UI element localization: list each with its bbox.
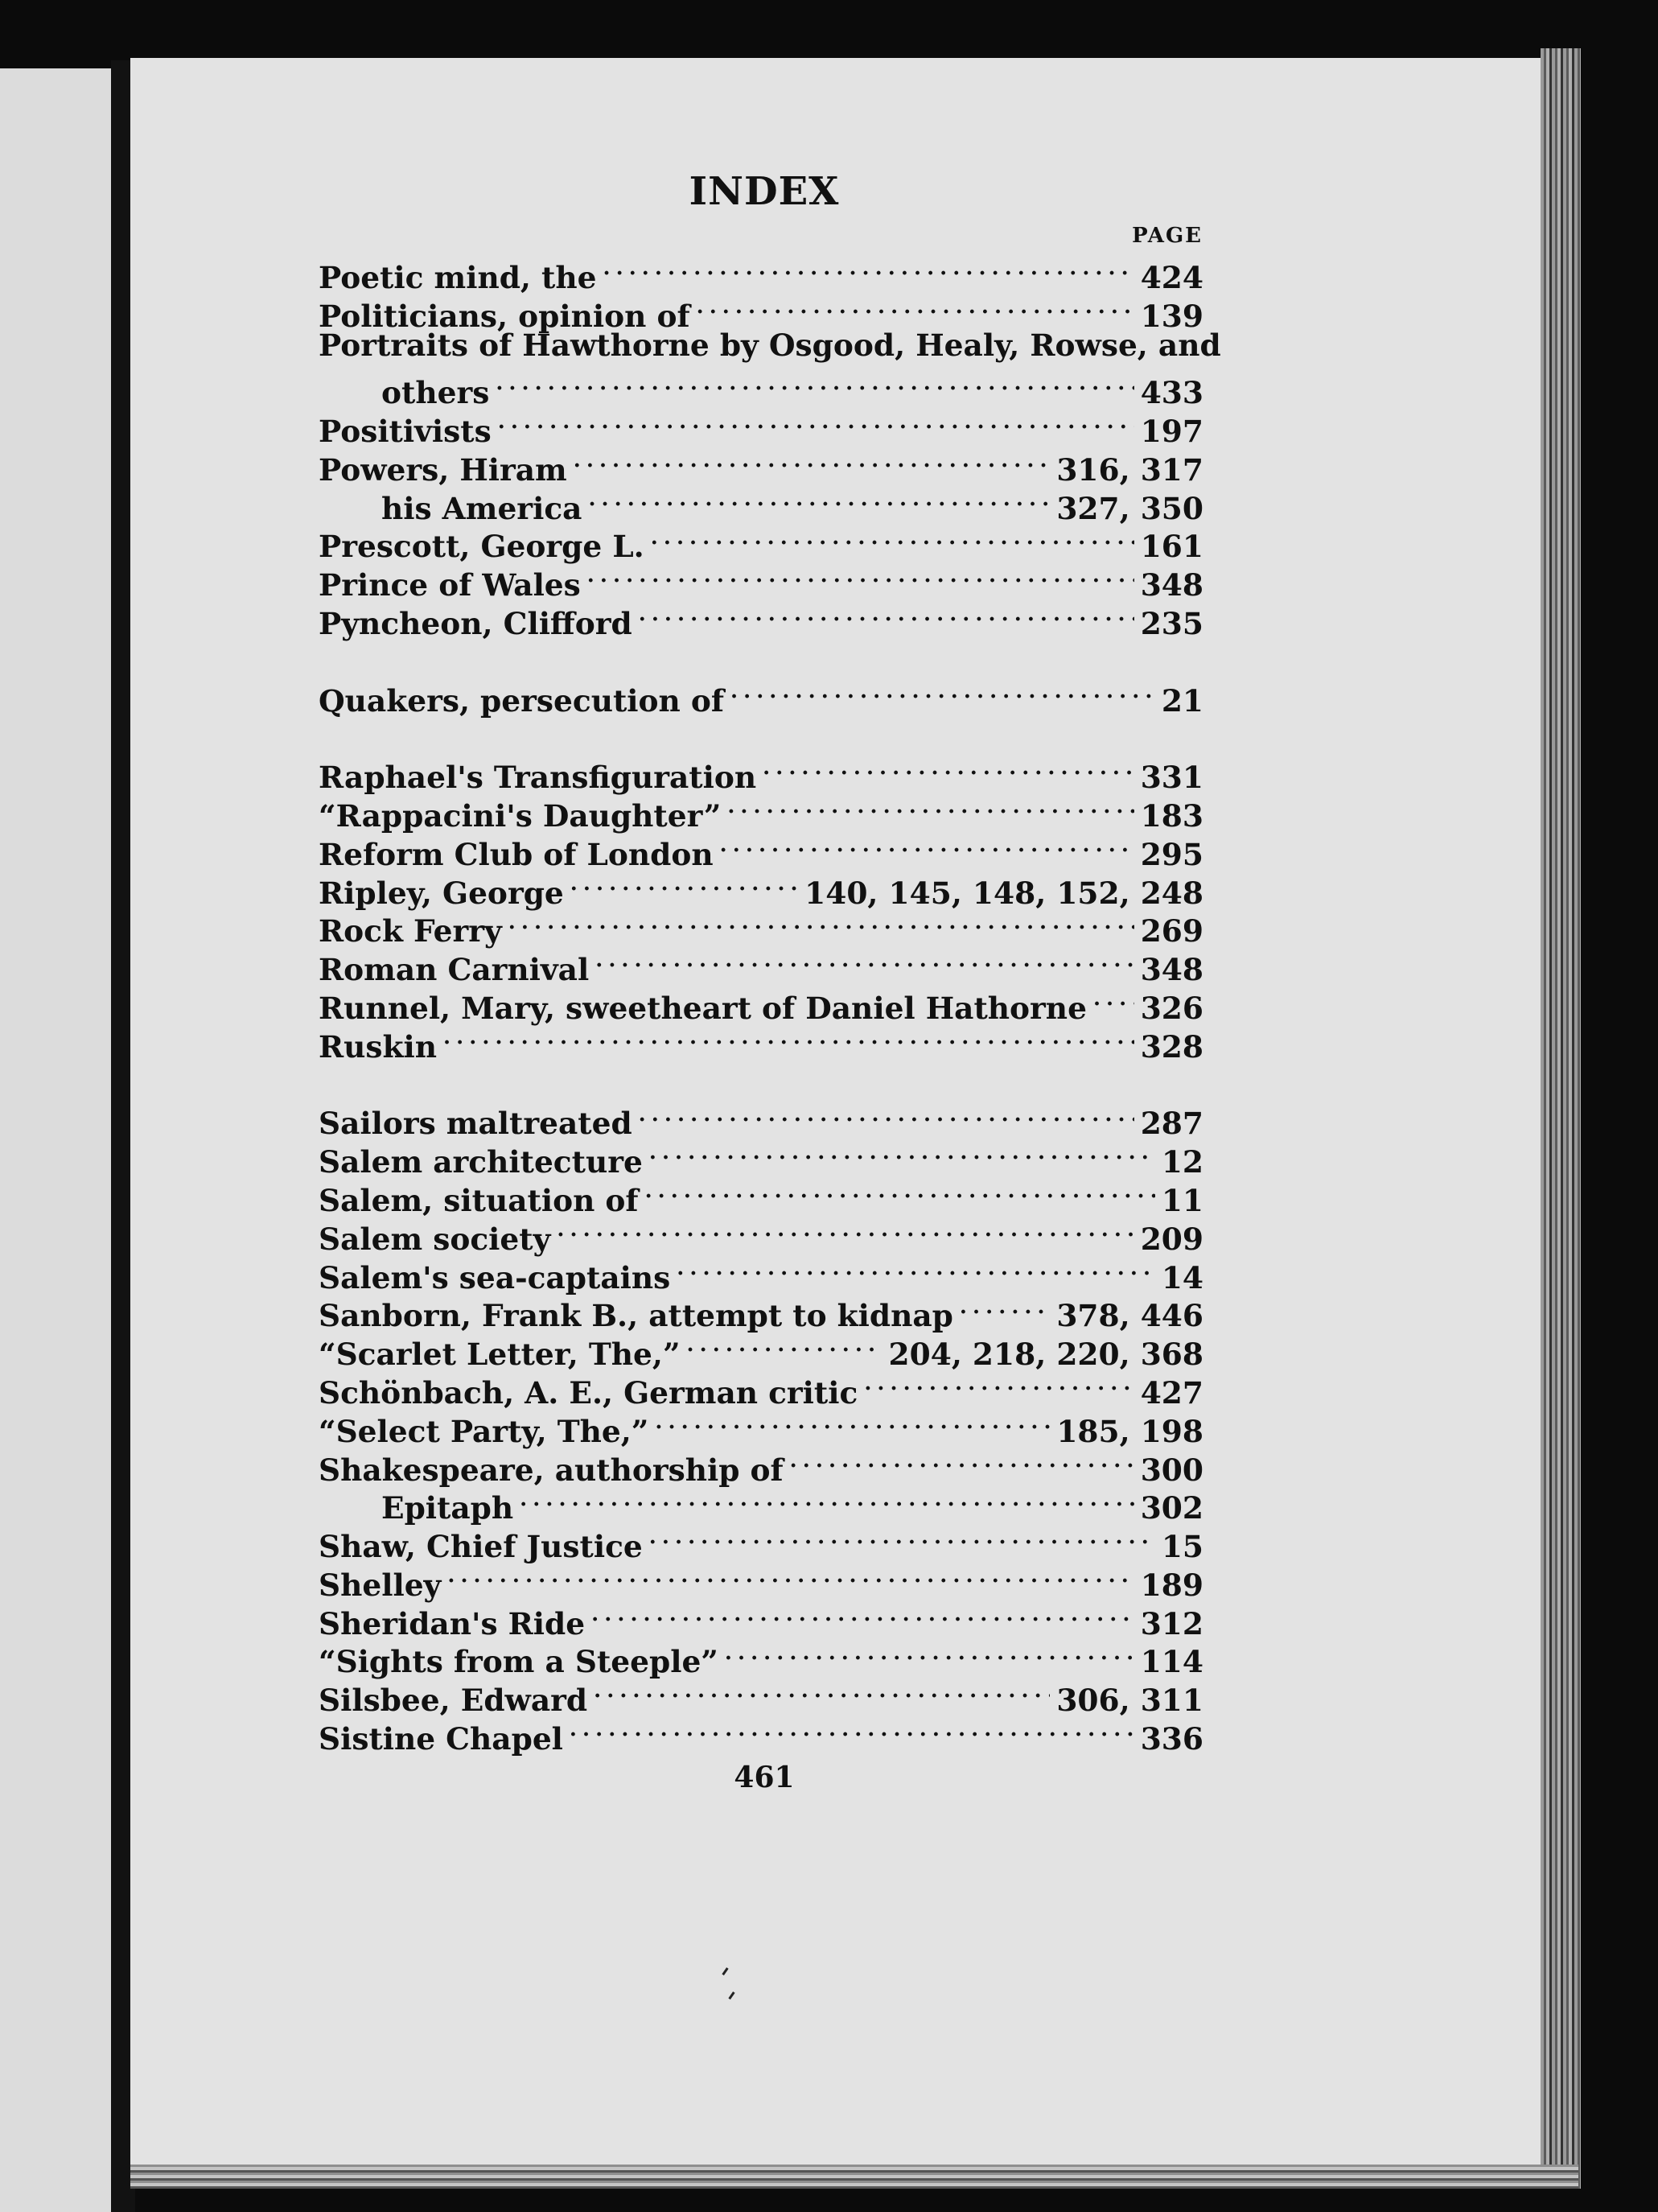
index-entry-text: Shakespeare, authorship of	[319, 1452, 784, 1488]
index-entry-text: Silsbee, Edward	[319, 1683, 588, 1719]
index-entry-pages: 306, 311	[1056, 1683, 1203, 1719]
dot-leader	[651, 519, 1134, 558]
dot-leader	[574, 442, 1051, 480]
dot-leader	[697, 288, 1134, 327]
index-entry-pages: 316, 317	[1056, 451, 1203, 488]
dot-leader	[727, 788, 1133, 826]
dot-leader	[594, 1672, 1050, 1711]
index-entry	[319, 249, 1203, 295]
index-entry-pages: 348	[1140, 567, 1203, 603]
index-entry-text: “Rappacini's Daughter”	[319, 797, 722, 834]
dot-leader	[655, 1403, 1050, 1442]
index-entry-text: Pyncheon, Clifford	[319, 605, 632, 641]
index-entry-text: Raphael's Transfiguration	[319, 760, 757, 796]
index-entry-pages: 424	[1140, 259, 1203, 295]
dot-leader	[570, 1711, 1134, 1749]
index-entry-list	[319, 249, 1221, 1757]
index-entry-text: others	[381, 375, 490, 411]
dot-leader	[595, 941, 1134, 980]
page-column-header: PAGE	[1132, 224, 1203, 248]
index-entry-pages: 235	[1140, 605, 1203, 641]
index-entry-pages: 11	[1161, 1182, 1203, 1218]
index-entry-pages: 14	[1161, 1259, 1203, 1295]
index-entry-pages: 427	[1140, 1374, 1203, 1411]
index-entry-text: Quakers, persecution of	[319, 682, 724, 719]
facing-page-edge	[0, 68, 111, 2212]
index-entry	[319, 1596, 1203, 1641]
index-entry-text: Salem society	[319, 1221, 551, 1257]
index-entry-text: Sailors maltreated	[319, 1106, 632, 1142]
dot-leader	[730, 673, 1155, 711]
index-entry-pages: 328	[1140, 1028, 1203, 1065]
dot-leader	[725, 1634, 1134, 1673]
index-entry-pages: 348	[1140, 952, 1203, 988]
index-entry-text: Shaw, Chief Justice	[319, 1529, 643, 1565]
index-entry-text: Sanborn, Frank B., attempt to kidnap	[319, 1298, 953, 1334]
dot-leader	[864, 1365, 1133, 1403]
index-entry-pages: 189	[1140, 1567, 1203, 1603]
index-entry-text: Salem's sea-captains	[319, 1259, 671, 1295]
index-entry-pages: 197	[1140, 413, 1203, 449]
index-entry-pages: 378, 446	[1056, 1298, 1203, 1334]
index-entry-pages: 114	[1140, 1644, 1203, 1680]
index-entry-text: Ripley, George	[319, 875, 564, 911]
index-entry-pages: 12	[1161, 1144, 1203, 1180]
index-entry	[319, 327, 1221, 365]
dot-leader	[447, 1557, 1133, 1596]
page-title: INDEX	[689, 169, 840, 214]
index-entry-text: “Select Party, The,”	[319, 1413, 649, 1449]
index-entry-text: Shelley	[319, 1567, 442, 1603]
dot-leader	[960, 1288, 1050, 1327]
dot-leader	[677, 1250, 1155, 1288]
index-entry-pages: 300	[1140, 1452, 1203, 1488]
dot-leader	[588, 480, 1050, 519]
index-entry-text: Prince of Wales	[319, 567, 581, 603]
dot-leader	[508, 904, 1134, 942]
index-entry-text: Sistine Chapel	[319, 1721, 563, 1757]
index-entry-pages: 295	[1140, 836, 1203, 872]
index-entry-text: Epitaph	[381, 1490, 514, 1526]
index-entry-text: Roman Carnival	[319, 952, 590, 988]
dot-leader	[443, 1019, 1134, 1057]
index-entry	[319, 365, 1203, 411]
index-entry-text: Politicians, opinion of	[319, 298, 690, 334]
dot-leader	[587, 557, 1134, 595]
index-entry-pages: 204, 218, 220, 368	[888, 1337, 1203, 1373]
dot-leader	[603, 249, 1133, 288]
index-entry-pages: 302	[1140, 1490, 1203, 1526]
index-entry-pages: 139	[1140, 298, 1203, 334]
dot-leader	[687, 1326, 882, 1365]
index-entry	[319, 749, 1203, 796]
dot-leader	[790, 1442, 1134, 1481]
index-entry-text: “Scarlet Letter, The,”	[319, 1337, 681, 1373]
index-entry-text: Salem, situation of	[319, 1182, 639, 1218]
index-entry-text: Reform Club of London	[319, 836, 714, 872]
dot-leader	[591, 1596, 1134, 1634]
index-entry-text: Runnel, Mary, sweetheart of Daniel Hathorne	[319, 990, 1087, 1026]
index-entry-text: Schönbach, A. E., German critic	[319, 1374, 858, 1411]
index-entry-text: Ruskin	[319, 1028, 438, 1065]
dot-leader	[763, 749, 1134, 788]
index-entry-pages: 326	[1140, 990, 1203, 1026]
index-entry-pages: 161	[1140, 529, 1203, 565]
index-entry-text: Salem architecture	[319, 1144, 643, 1180]
dot-leader	[639, 595, 1134, 634]
index-entry-pages: 327, 350	[1056, 490, 1203, 526]
index-entry-pages: 336	[1140, 1721, 1203, 1757]
index-entry-text: Powers, Hiram	[319, 451, 567, 488]
page-stack-edge	[1541, 48, 1581, 2189]
index-entry-text: Sheridan's Ride	[319, 1605, 586, 1641]
index-entry-pages: 183	[1140, 797, 1203, 834]
dot-leader	[1093, 980, 1134, 1019]
index-entry-text: his America	[381, 490, 582, 526]
index-entry-pages: 209	[1140, 1221, 1203, 1257]
index-entry-pages: 21	[1161, 682, 1203, 719]
dot-leader	[557, 1211, 1133, 1250]
index-entry-pages: 433	[1140, 375, 1203, 411]
index-entry-pages: 312	[1140, 1605, 1203, 1641]
index-entry	[319, 673, 1203, 719]
dot-leader	[649, 1134, 1155, 1172]
index-entry	[319, 1557, 1203, 1603]
index-entry-pages: 185, 198	[1056, 1413, 1203, 1449]
dot-leader	[496, 365, 1133, 403]
index-entry	[319, 1019, 1203, 1065]
dot-leader	[720, 826, 1134, 865]
dot-leader	[645, 1172, 1155, 1211]
index-entry-pages: 269	[1140, 913, 1203, 949]
dot-leader	[570, 865, 798, 904]
section-gap	[319, 1057, 1203, 1096]
page-stack-bottom	[130, 2165, 1578, 2189]
index-entry-text: Portraits of Hawthorne by Osgood, Healy, Rowse, and	[319, 327, 1221, 363]
dot-leader	[520, 1481, 1134, 1519]
dot-leader	[639, 1096, 1134, 1135]
index-entry-text: Prescott, George L.	[319, 529, 644, 565]
index-entry	[319, 1096, 1203, 1142]
index-entry-text: Rock Ferry	[319, 913, 502, 949]
index-entry-text: Poetic mind, the	[319, 259, 597, 295]
index-entry-text: “Sights from a Steeple”	[319, 1644, 718, 1680]
index-entry-pages: 287	[1140, 1106, 1203, 1142]
index-entry-pages: 15	[1161, 1529, 1203, 1565]
index-entry-text: Positivists	[319, 413, 492, 449]
index-entry-pages: 140, 145, 148, 152, 248	[804, 875, 1203, 911]
index-entry-pages: 331	[1140, 760, 1203, 796]
dot-leader	[498, 403, 1134, 442]
dot-leader	[649, 1518, 1155, 1557]
page-number: 461	[734, 1761, 795, 1794]
